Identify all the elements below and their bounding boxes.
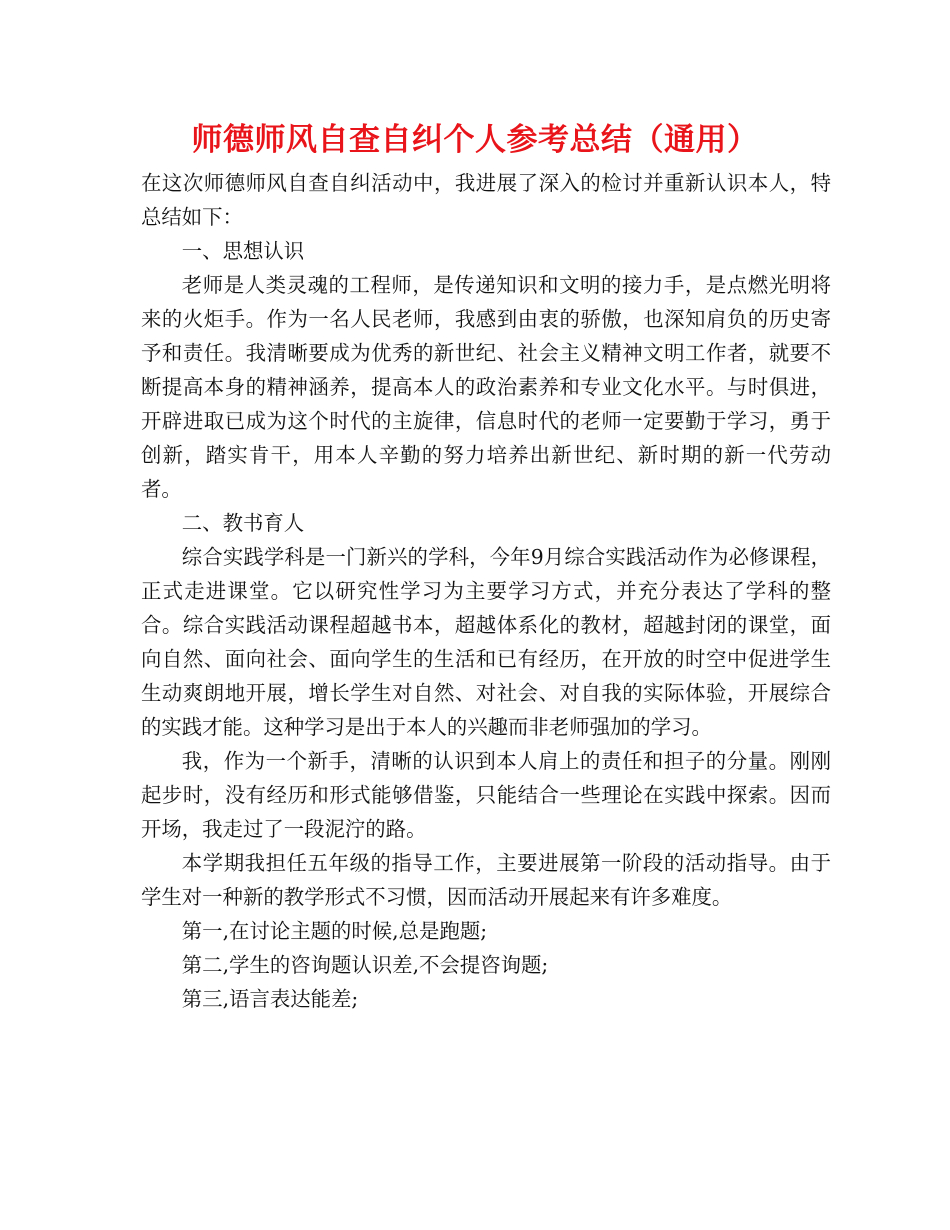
document-title: 师德师风自查自纠个人参考总结（通用）: [191, 122, 759, 158]
list-item: 第一,在讨论主题的时候,总是跑题;: [181, 919, 488, 943]
body-paragraph: 老师是人类灵魂的工程师，是传递知识和文明的接力手，是点燃光明将来的火炬手。作为一名人民老师，我感到由衷的骄傲，也深知肩负的历史寄予和责任。我清晰要成为优秀的新世纪、社会主义精神文明工作者，就要不断提高本身的精神涵养，提高本人的政治素养和专业文化水平。与时俱进，开辟进取已成为这个时代的主旋律，信息时代的老师一定要勤于学习，勇于创新，踏实肯干，用本人辛勤的努力培养出新世纪、新时期的新一代劳动者。: [141, 273, 831, 501]
intro-paragraph: 在这次师德师风自查自纠活动中，我进展了深入的检讨并重新认识本人，特总结如下：: [141, 171, 831, 229]
list-item: 第二,学生的咨询题认识差,不会提咨询题;: [181, 953, 549, 977]
document-body: [141, 166, 831, 1016]
section-heading-thought: 一、思想认识: [181, 239, 305, 263]
body-paragraph: 综合实践学科是一门新兴的学科，今年9月综合实践活动作为必修课程，正式走进课堂。它以研究性学习为主要学习方式，并充分表达了学科的整合。综合实践活动课程超越书本，超越体系化的教材，超越封闭的课堂，面向自然、面向社会、面向学生的生活和已有经历，在开放的时空中促进学生生动爽朗地开展，增长学生对自然、对社会、对自我的实际体验，开展综合的实践才能。这种学习是出于本人的兴趣而非老师强加的学习。: [141, 545, 831, 739]
list-item: 第三,语言表达能差;: [181, 987, 359, 1011]
body-paragraph: 本学期我担任五年级的指导工作，主要进展第一阶段的活动指导。由于学生对一种新的教学形式不习惯，因而活动开展起来有许多难度。: [141, 851, 831, 909]
section-heading-teaching: 二、教书育人: [181, 511, 305, 535]
body-paragraph: 我，作为一个新手，清晰的认识到本人肩上的责任和担子的分量。刚刚起步时，没有经历和形式能够借鉴，只能结合一些理论在实践中探索。因而开场，我走过了一段泥泞的路。: [141, 749, 831, 841]
